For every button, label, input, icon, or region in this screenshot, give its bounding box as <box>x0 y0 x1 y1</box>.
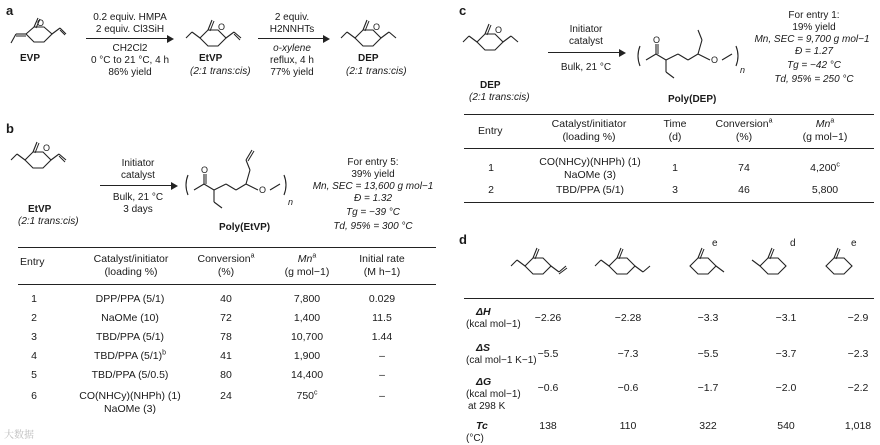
d-structure-footnote: e <box>851 238 857 249</box>
d-cell-value: −2.0 <box>775 382 797 394</box>
step1-solvent: CH2Cl2 <box>112 43 148 54</box>
d-table-top-rule <box>464 298 874 299</box>
c-table-top-rule <box>464 114 874 115</box>
d-cell-value: −3.7 <box>775 348 797 360</box>
b-cell-entry: 2 <box>31 312 37 324</box>
b-cell-catalyst: CO(NHCy)(NHPh) (1) <box>79 390 181 402</box>
b-arrow-bottom-1: Bulk, 21 °C <box>112 192 164 203</box>
b-table-top-rule <box>18 247 436 248</box>
c-cell-entry: 1 <box>488 162 494 174</box>
b-cell-conversion: 24 <box>220 390 232 402</box>
b-cell-conversion: 40 <box>220 293 232 305</box>
d-cell-value: −2.2 <box>847 382 869 394</box>
c-th-mn-1: Mn$^a$ <box>815 117 835 130</box>
b-cell-entry: 6 <box>31 390 37 402</box>
c-cell-time: 3 <box>672 184 678 196</box>
b-cell-catalyst: DPP/PPA (5/1) <box>95 293 165 305</box>
dep-ratio: (2:1 trans:cis) <box>346 66 407 77</box>
d-row-label: ΔG <box>476 376 492 388</box>
b-cell-rate: 11.5 <box>372 312 392 324</box>
c-arrow-top-1: Initiator <box>569 24 603 35</box>
c-cell-conversion: 46 <box>738 184 750 196</box>
c-cell-time: 1 <box>672 162 678 174</box>
b-cell-rate: – <box>379 350 385 362</box>
panel-label-b: b <box>6 121 14 136</box>
b-th-entry: Entry <box>20 256 45 268</box>
b-th-mn-2: (g mol−1) <box>284 266 330 278</box>
b-th-catalyst-2: (loading %) <box>104 266 158 278</box>
etvp-structure-b <box>10 130 70 180</box>
step1-yield: 86% yield <box>108 67 152 78</box>
d-structure-dep <box>594 236 664 286</box>
c-note-dispersity: Đ = 1.27 <box>794 46 834 57</box>
dep-c-label: DEP <box>480 80 501 91</box>
d-row-unit: (kcal mol−1) <box>466 389 521 400</box>
d-row-label: ΔS <box>476 342 491 354</box>
c-th-mn-2: (g mol−1) <box>802 131 848 143</box>
b-cell-entry: 4 <box>31 350 37 362</box>
b-cell-catalyst-line2: NaOMe (3) <box>104 403 156 415</box>
c-th-catalyst-1: Catalyst/initiator <box>551 118 627 130</box>
step1-reagent-2: 2 equiv. Cl3SiH <box>95 24 165 35</box>
evp-label: EVP <box>20 53 41 64</box>
d-cell-value: −5.5 <box>537 348 559 360</box>
b-cell-conversion: 41 <box>220 350 232 362</box>
c-cell-catalyst: CO(NHCy)(NHPh) (1) <box>539 156 641 168</box>
d-row-label: Tc <box>476 420 488 432</box>
b-cell-conversion: 78 <box>220 331 232 343</box>
b-note-yield: 39% yield <box>351 169 395 180</box>
d-row-unit: (cal mol−1 K−1) <box>466 355 537 366</box>
d-row-condition: at 298 K <box>468 401 506 412</box>
b-arrow-top-2: catalyst <box>121 170 155 181</box>
c-cell-conversion: 74 <box>738 162 750 174</box>
b-th-rate-2: (M h−1) <box>363 266 401 278</box>
c-cell-mn: 4,200$^c$ <box>810 161 840 174</box>
b-arrow-bottom-2: 3 days <box>123 204 153 215</box>
d-cell-value: −2.28 <box>614 312 642 324</box>
d-structure-valerolactone <box>816 236 876 286</box>
c-cell-mn: 5,800 <box>811 184 839 196</box>
panel-label-d: d <box>459 232 467 247</box>
b-note-tg: Tg = −39 °C <box>345 207 401 218</box>
c-th-conversion-1: Conversion$^a$ <box>715 117 773 130</box>
b-cell-rate: – <box>379 369 385 381</box>
dep-structure-a <box>340 10 400 55</box>
panel-label-c: c <box>459 3 467 18</box>
d-row-label: ΔH <box>476 306 491 318</box>
c-note-td: Td, 95% = 250 °C <box>774 74 854 85</box>
b-arrow-top-1: Initiator <box>121 158 155 169</box>
b-cell-mn: 14,400 <box>290 369 324 381</box>
d-cell-value: 322 <box>699 420 717 432</box>
evp-ring-o: O <box>37 18 45 28</box>
b-note-td: Td, 95% = 300 °C <box>333 221 413 232</box>
d-cell-value: −7.3 <box>617 348 639 360</box>
step2-reagent-2: H2NNHTs <box>269 24 315 35</box>
d-cell-value: 540 <box>777 420 795 432</box>
poly-dep-label: Poly(DEP) <box>668 94 717 105</box>
d-structure-footnote: e <box>712 238 718 249</box>
c-table-header-rule <box>464 148 874 149</box>
dep-structure-c <box>462 10 522 60</box>
step2-conditions: reflux, 4 h <box>270 55 314 66</box>
poly-dep-n: n <box>740 65 746 75</box>
d-cell-value: −2.26 <box>534 312 562 324</box>
poly-etvp-carbonyl-o: O <box>201 165 209 175</box>
etvp-b-ring-o: O <box>43 143 51 153</box>
step1-reagent-1: 0.2 equiv. HMPA <box>93 12 167 23</box>
poly-etvp-label: Poly(EtVP) <box>219 222 271 233</box>
d-structure-alpha-methyl-valerolactone <box>748 236 808 286</box>
b-cell-rate: – <box>379 390 385 402</box>
step2-yield: 77% yield <box>270 67 314 78</box>
c-arrow-top-2: catalyst <box>569 36 603 47</box>
etvp-b-label: EtVP <box>28 204 52 215</box>
b-note-dispersity: Đ = 1.32 <box>353 193 393 204</box>
d-row-unit: (kcal mol−1) <box>466 319 521 330</box>
d-cell-value: −3.3 <box>697 312 719 324</box>
etvp-structure <box>185 10 245 55</box>
c-note-yield: 19% yield <box>792 22 836 33</box>
poly-etvp-ester-o: O <box>259 185 267 195</box>
d-structure-etvp <box>510 236 580 286</box>
d-cell-value: 138 <box>539 420 557 432</box>
etvp-ratio: (2:1 trans:cis) <box>190 66 251 77</box>
b-cell-entry: 5 <box>31 369 37 381</box>
d-cell-value: −0.6 <box>537 382 559 394</box>
c-th-entry: Entry <box>478 125 503 137</box>
poly-dep-ester-o: O <box>711 55 719 65</box>
b-arrow <box>100 185 176 186</box>
b-cell-conversion: 80 <box>220 369 232 381</box>
c-note-title: For entry 1: <box>788 10 840 21</box>
b-th-catalyst-1: Catalyst/initiator <box>93 253 169 265</box>
b-table-header-rule <box>18 284 436 285</box>
c-note-mn: Mn, SEC = 9,700 g mol−1 <box>754 34 870 45</box>
c-arrow <box>548 52 624 53</box>
c-th-catalyst-2: (loading %) <box>562 131 616 143</box>
d-cell-value: −5.5 <box>697 348 719 360</box>
poly-dep-carbonyl-o: O <box>653 35 661 45</box>
watermark: 大数据 <box>4 430 34 441</box>
step2-solvent: o-xylene <box>273 43 311 54</box>
d-cell-value: −2.3 <box>847 348 869 360</box>
b-cell-mn: 1,900 <box>293 350 321 362</box>
c-arrow-bottom-1: Bulk, 21 °C <box>560 62 612 73</box>
etvp-ring-o: O <box>218 22 226 32</box>
d-cell-value: −1.7 <box>697 382 719 394</box>
b-cell-mn: 750$^c$ <box>296 389 318 402</box>
dep-ring-o: O <box>373 22 381 32</box>
d-cell-value: −2.9 <box>847 312 869 324</box>
poly-etvp-n: n <box>288 197 294 207</box>
b-cell-entry: 1 <box>31 293 37 305</box>
b-th-rate-1: Initial rate <box>359 253 405 265</box>
d-cell-value: −3.1 <box>775 312 797 324</box>
b-cell-rate: 0.029 <box>368 293 396 305</box>
c-table-bottom-rule <box>464 202 874 203</box>
dep-label: DEP <box>358 53 379 64</box>
b-th-conversion-1: Conversion$^a$ <box>197 252 255 265</box>
dep-c-ratio: (2:1 trans:cis) <box>469 92 530 103</box>
b-cell-mn: 10,700 <box>290 331 324 343</box>
b-cell-entry: 3 <box>31 331 37 343</box>
d-cell-value: 110 <box>619 420 637 432</box>
c-cell-catalyst-line2: NaOMe (3) <box>564 169 616 181</box>
etvp-label: EtVP <box>199 53 223 64</box>
b-th-mn-1: Mn$^a$ <box>297 252 317 265</box>
b-cell-catalyst: NaOMe (10) <box>101 312 159 324</box>
b-th-conversion-2: (%) <box>217 266 235 278</box>
b-cell-mn: 1,400 <box>293 312 321 324</box>
b-cell-conversion: 72 <box>220 312 232 324</box>
etvp-b-ratio: (2:1 trans:cis) <box>18 216 79 227</box>
c-note-tg: Tg = −42 °C <box>786 60 842 71</box>
c-th-time-2: (d) <box>668 131 682 143</box>
dep-c-ring-o: O <box>495 25 503 35</box>
step2-arrow <box>258 38 328 39</box>
d-row-unit: (°C) <box>466 433 484 444</box>
b-cell-catalyst: TBD/PPA (5/1) <box>95 331 165 343</box>
step1-arrow <box>86 38 172 39</box>
step2-reagent-1: 2 equiv. <box>274 12 310 23</box>
c-cell-entry: 2 <box>488 184 494 196</box>
b-cell-rate: 1.44 <box>371 331 393 343</box>
c-th-conversion-2: (%) <box>735 131 753 143</box>
d-structure-footnote: d <box>790 238 796 249</box>
c-th-time-1: Time <box>663 118 687 130</box>
d-cell-value: 1,018 <box>844 420 872 432</box>
step1-conditions: 0 °C to 21 °C, 4 h <box>90 55 170 66</box>
d-cell-value: −0.6 <box>617 382 639 394</box>
c-cell-catalyst: TBD/PPA (5/1) <box>555 184 625 196</box>
b-note-title: For entry 5: <box>347 157 399 168</box>
b-cell-mn: 7,800 <box>293 293 321 305</box>
b-cell-catalyst: TBD/PPA (5/0.5) <box>91 369 169 381</box>
b-note-mn: Mn, SEC = 13,600 g mol−1 <box>312 181 434 192</box>
d-structure-methyl-valerolactone <box>680 236 740 286</box>
panel-label-a: a <box>6 3 14 18</box>
b-cell-catalyst: TBD/PPA $(5/1)^b$ <box>94 349 166 362</box>
